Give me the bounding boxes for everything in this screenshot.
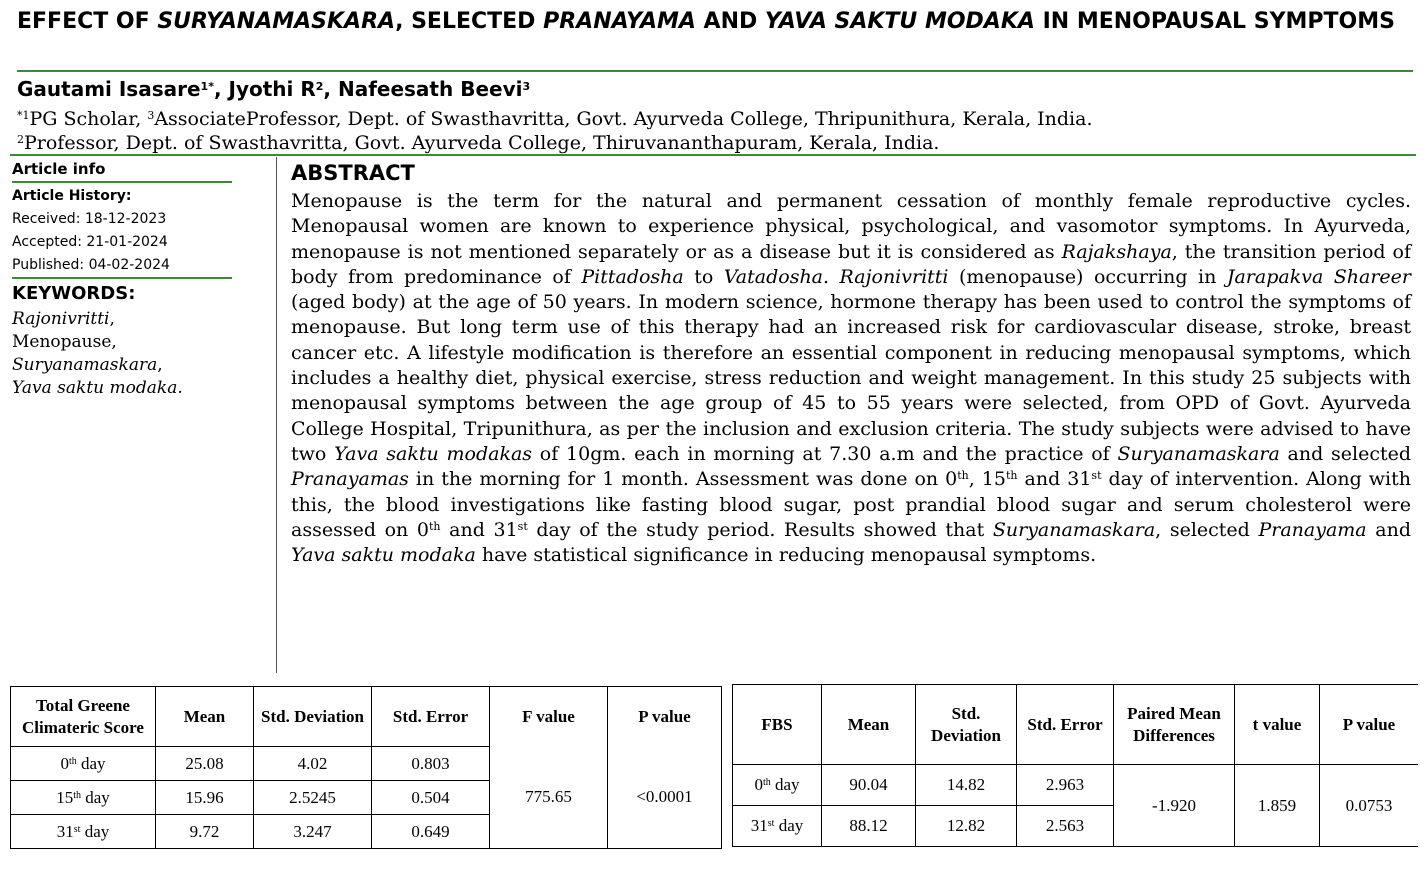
article-info-heading: Article info bbox=[12, 160, 106, 178]
published-date: Published: 04-02-2024 bbox=[12, 257, 170, 273]
title-divider bbox=[17, 70, 1413, 72]
table-header: Mean bbox=[822, 685, 916, 765]
day-cell: 31st day bbox=[733, 806, 822, 847]
mean-cell: 9.72 bbox=[156, 815, 254, 849]
paper-title: EFFECT OF SURYANAMASKARA, SELECTED PRANAYAMA AND YAVA SAKTU MODAKA IN MENOPAUSAL SYMPTOMS bbox=[17, 9, 1395, 34]
header-divider bbox=[10, 154, 1416, 156]
f-value-cell: 775.65 bbox=[490, 747, 608, 849]
keywords-heading: KEYWORDS: bbox=[12, 283, 136, 304]
table-header: t value bbox=[1235, 685, 1320, 765]
sd-cell: 3.247 bbox=[254, 815, 372, 849]
day-cell: 0th day bbox=[11, 747, 156, 781]
sd-cell: 14.82 bbox=[916, 765, 1017, 806]
article-history-heading: Article History: bbox=[12, 188, 132, 204]
article-info-sidebar bbox=[12, 157, 234, 400]
table-header: Mean bbox=[156, 687, 254, 747]
day-cell: 31st day bbox=[11, 815, 156, 849]
table-header: Std. Deviation bbox=[254, 687, 372, 747]
se-cell: 0.803 bbox=[372, 747, 490, 781]
accepted-date: Accepted: 21-01-2024 bbox=[12, 234, 168, 250]
se-cell: 0.649 bbox=[372, 815, 490, 849]
se-cell: 2.563 bbox=[1017, 806, 1114, 847]
table-header: FBS bbox=[733, 685, 822, 765]
table-header: Std. Deviation bbox=[916, 685, 1017, 765]
table-row bbox=[11, 747, 722, 781]
sidebar-divider bbox=[12, 181, 232, 183]
sd-cell: 2.5245 bbox=[254, 781, 372, 815]
paired-mean-diff-cell: -1.920 bbox=[1114, 765, 1235, 847]
sd-cell: 12.82 bbox=[916, 806, 1017, 847]
abstract-body: Menopause is the term for the natural and permanent cessation of monthly female reproductive cycles. Menopausal women are known to experience physical, psychological, and vasomotor symptoms. In Ayurveda, menopause is not mentioned separately or as a disease but it is considered as Rajakshaya, the transition period of body from predominance of Pittadosha to Vatadosha. Rajonivritti (menopause) occurring in Jarapakva Shareer (aged body) at the age of 50 years. In modern science, hormone therapy has been used to control the symptoms of menopause. But long term use of this therapy had an increased risk for cardiovascular disease, stroke, breast cancer etc. A lifestyle modification is therefore an essential component in reducing menopausal symptoms, which includes a healthy diet, physical exercise, stress reduction and weight management. In this study 25 subjects with menopausal symptoms between the age group of 45 to 55 years were selected, from OPD of Govt. Ayurveda College Hospital, Tripunithura, as per the inclusion and exclusion criteria. The study subjects were advised to have two Yava saktu modakas of 10gm. each in morning at 7.30 a.m and the practice of Suryanamaskara and selected Pranayamas in the morning for 1 month. Assessment was done on 0th, 15th and 31st day of intervention. Along with this, the blood investigations like fasting blood sugar, post prandial blood sugar and serum cholesterol were assessed on 0th and 31st day of the study period. Results showed that Suryanamaskara, selected Pranayama and Yava saktu modaka have statistical significance in reducing menopausal symptoms. bbox=[291, 190, 1412, 567]
column-divider bbox=[276, 157, 277, 673]
table-header: F value bbox=[490, 687, 608, 747]
author-list: Gautami Isasare$^{1*}$, Jyothi $R^2$, Nafeesath Beevi$^3$ bbox=[17, 77, 531, 101]
keyword-item: Suryanamaskara, bbox=[12, 355, 163, 375]
t-value-cell: 1.859 bbox=[1235, 765, 1320, 847]
affiliation-line-1: $^{*1}$PG Scholar, $^3$AssociateProfessor, Dept. of Swasthavritta, Govt. Ayurveda College, Thripunithura, Kerala, India. bbox=[17, 108, 1093, 130]
day-cell: 0th day bbox=[733, 765, 822, 806]
received-date: Received: 18-12-2023 bbox=[12, 211, 167, 227]
table-header: Std. Error bbox=[372, 687, 490, 747]
mean-cell: 90.04 bbox=[822, 765, 916, 806]
greene-score-table bbox=[10, 686, 722, 849]
table-header: Paired Mean Differences bbox=[1114, 685, 1235, 765]
mean-cell: 15.96 bbox=[156, 781, 254, 815]
mean-cell: 88.12 bbox=[822, 806, 916, 847]
sd-cell: 4.02 bbox=[254, 747, 372, 781]
table-row bbox=[733, 765, 1419, 806]
keyword-item: Rajonivritti, bbox=[12, 309, 115, 329]
sidebar-divider bbox=[12, 277, 232, 279]
table-header: Std. Error bbox=[1017, 685, 1114, 765]
table-header: Total Greene Climateric Score bbox=[11, 687, 156, 747]
keyword-list bbox=[12, 308, 234, 400]
table-header: P value bbox=[1320, 685, 1419, 765]
mean-cell: 25.08 bbox=[156, 747, 254, 781]
affiliation-line-2: $^2$Professor, Dept. of Swasthavritta, Govt. Ayurveda College, Thiruvananthapuram, Kerala, India. bbox=[17, 132, 940, 154]
fbs-table bbox=[732, 684, 1418, 847]
p-value-cell: 0.0753 bbox=[1320, 765, 1419, 847]
table-header: P value bbox=[608, 687, 722, 747]
p-value-cell: <0.0001 bbox=[608, 747, 722, 849]
se-cell: 2.963 bbox=[1017, 765, 1114, 806]
keyword-item: Yava saktu modaka. bbox=[12, 378, 183, 398]
day-cell: 15th day bbox=[11, 781, 156, 815]
abstract-heading: ABSTRACT bbox=[291, 161, 415, 185]
se-cell: 0.504 bbox=[372, 781, 490, 815]
keyword-item: Menopause, bbox=[12, 332, 117, 352]
